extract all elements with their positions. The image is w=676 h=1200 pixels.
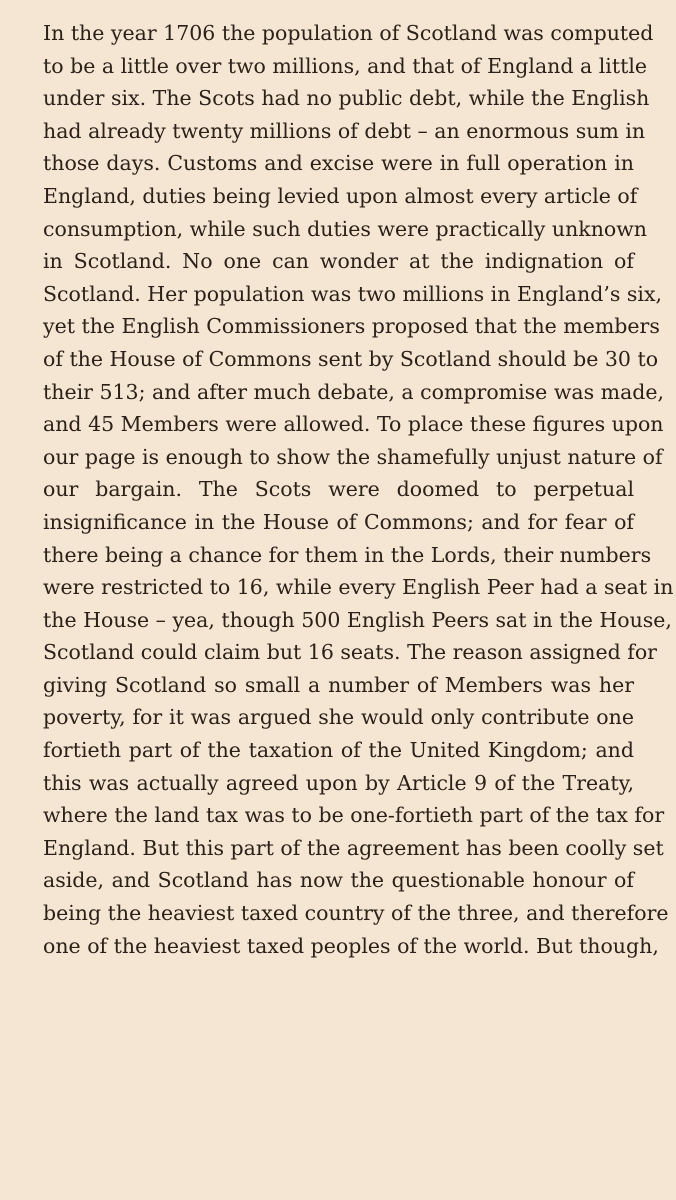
text-line: where the land tax was to be one-fortieth part of the tax for xyxy=(43,803,665,828)
text-line: giving Scotland so small a number of Members was her xyxy=(43,672,634,697)
text-line: aside, and Scotland has now the questionable honour of xyxy=(43,868,634,893)
text-line: our page is enough to show the shamefully unjust nature of xyxy=(43,444,663,469)
text-line: those days. Customs and excise were in full operation in xyxy=(43,151,634,176)
text-line: of the House of Commons sent by Scotland should be 30 to xyxy=(43,346,659,371)
text-line: yet the English Commissioners proposed that the members xyxy=(43,314,660,339)
text-line: this was actually agreed upon by Article 9 of the Treaty, xyxy=(43,770,634,795)
text-line: in Scotland. No one can wonder at the indignation of xyxy=(43,249,634,274)
text-line: and 45 Members were allowed. To place these figures upon xyxy=(43,412,664,437)
text-line: there being a chance for them in the Lords, their numbers xyxy=(43,542,652,567)
text-line: our bargain. The Scots were doomed to perpetual xyxy=(43,477,634,502)
text-line: fortieth part of the taxation of the United Kingdom; and xyxy=(43,738,634,763)
text-line: poverty, for it was argued she would only contribute one xyxy=(43,705,634,730)
text-line: one of the heaviest taxed peoples of the world. But though, xyxy=(43,933,659,958)
text-line: being the heaviest taxed country of the three, and therefore xyxy=(43,901,669,926)
text-line: Scotland could claim but 16 seats. The reason assigned for xyxy=(43,640,657,665)
text-line: England. But this part of the agreement has been coolly set xyxy=(43,835,664,860)
text-line: insignificance in the House of Commons; and for fear of xyxy=(43,509,634,534)
text-line: to be a little over two millions, and that of England a little xyxy=(43,53,648,78)
text-line: England, duties being levied upon almost every article of xyxy=(43,183,638,208)
text-line: were restricted to 16, while every English Peer had a seat in xyxy=(43,575,674,600)
text-line: their 513; and after much debate, a compromise was made, xyxy=(43,379,665,404)
text-line: the House – yea, though 500 English Peers sat in the House, xyxy=(43,607,672,632)
text-line: had already twenty millions of debt – an enormous sum in xyxy=(43,118,646,143)
text-line: under six. The Scots had no public debt, while the English xyxy=(43,86,650,111)
text-line: Scotland. Her population was two millions in England’s six, xyxy=(43,281,663,306)
text-line: consumption, while such duties were practically unknown xyxy=(43,216,647,241)
text-line: In the year 1706 the population of Scotland was computed xyxy=(43,21,654,45)
text-passage xyxy=(43,17,674,962)
